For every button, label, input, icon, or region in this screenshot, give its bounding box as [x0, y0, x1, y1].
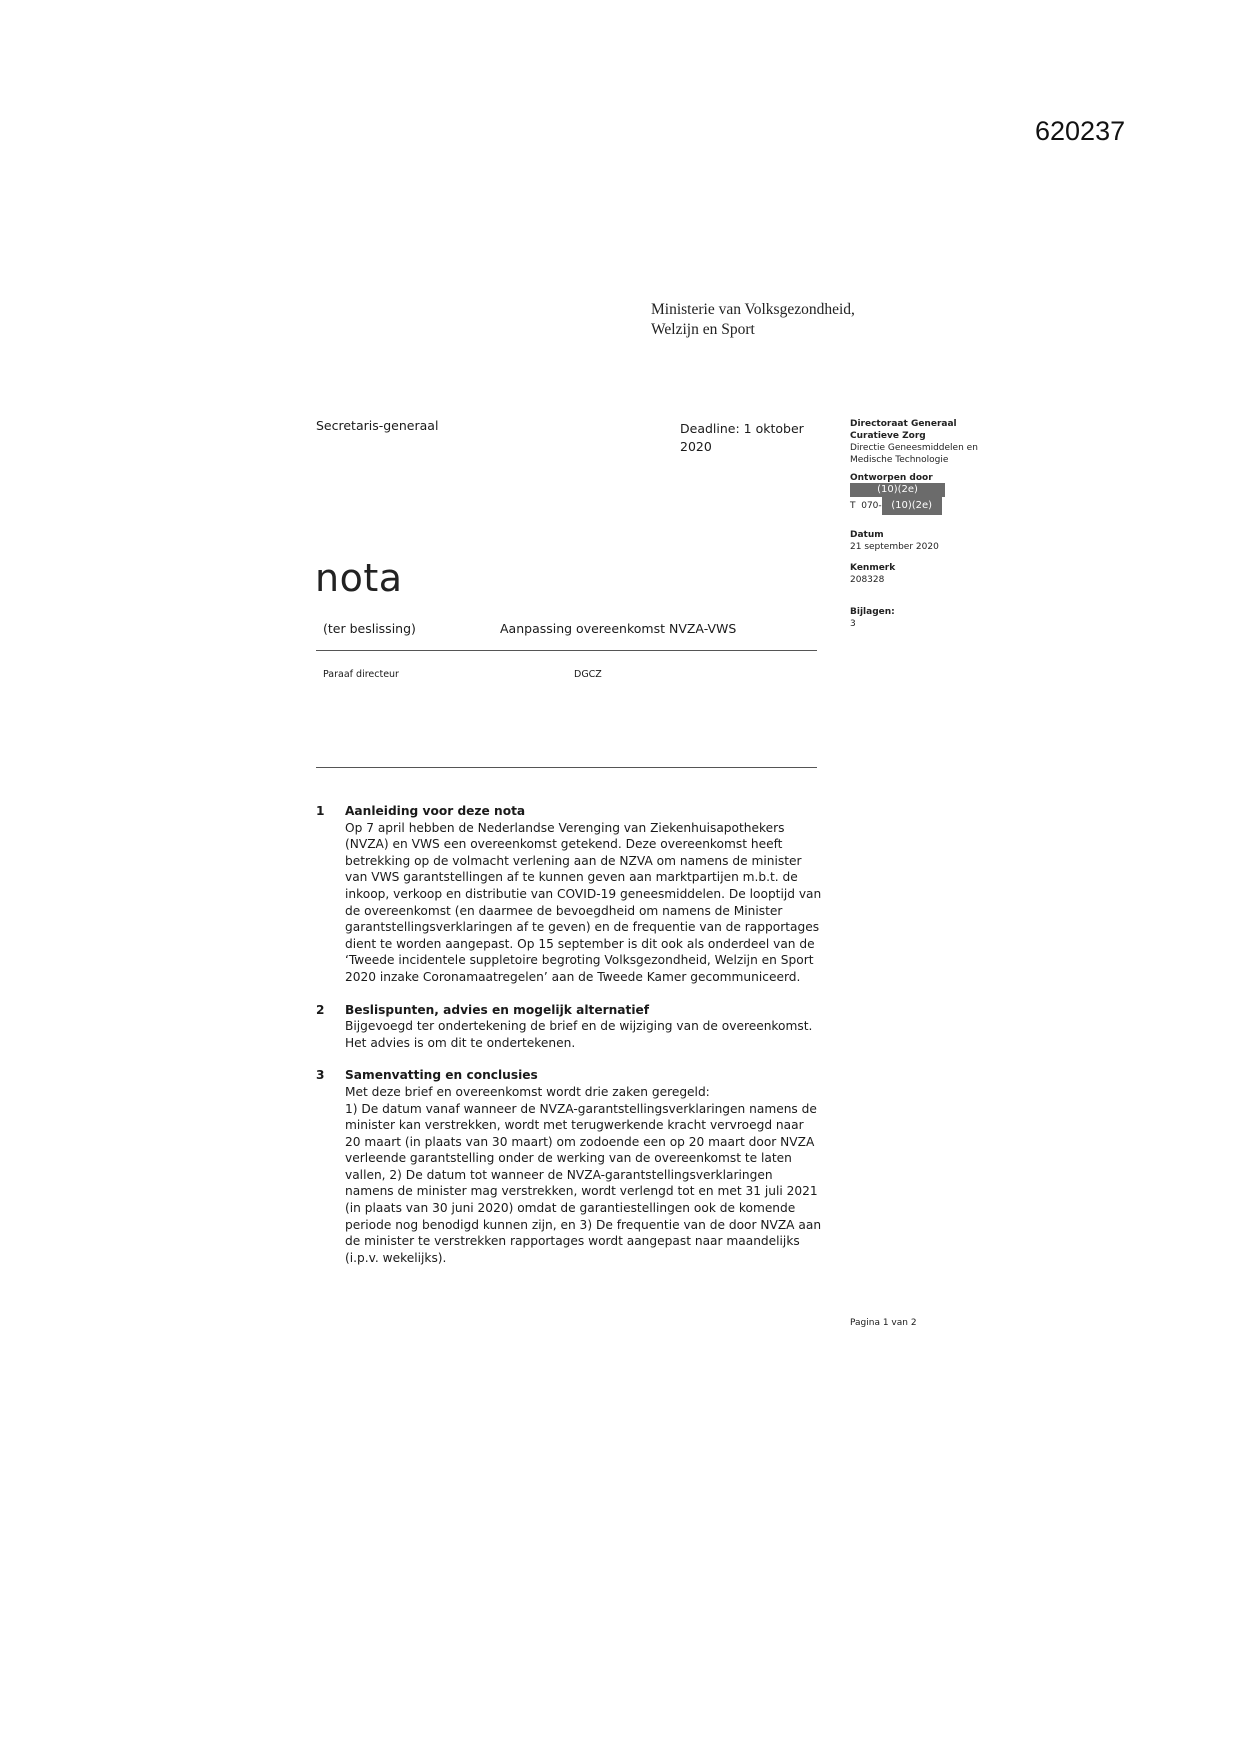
- attachments-label: Bijlagen:: [850, 607, 895, 617]
- section-text: Met deze brief en overeenkomst wordt drie zaken geregeld: 1) De datum vanaf wanneer de NVZA-garantstellingsverklaringen namens de minister kan verstrekken, wordt met terugwerkende kracht vervroegd naar 20 maart (in plaats van 30 maart) om zodoende een op 20 maart door NVZA verleende garantstelling onder de werking van de overeenkomst te laten vallen, 2) De datum tot wanneer de NVZA-garantstellingsverklaringen namens de minister mag verstrekken, wordt verlengd tot en met 31 juli 2021 (in plaats van 30 juni 2020) omdat de garantiestellingen ook de komende periode nog benodigd kunnen zijn, en 3) De frequentie van de door NVZA aan de minister te verstrekken rapportages wordt aangepast naar maandelijks (i.p.v. wekelijks).: [345, 1084, 822, 1265]
- ministry-line-1: Ministerie van Volksgezondheid,: [651, 301, 855, 318]
- directie-line-1: Directie Geneesmiddelen en: [850, 443, 978, 453]
- attachments-value: 3: [850, 619, 856, 629]
- section-title: Samenvatting en conclusies: [345, 1068, 538, 1083]
- section-1: [316, 803, 846, 986]
- section-number: 2: [316, 1002, 325, 1017]
- phone-prefix: T 070-: [850, 501, 882, 511]
- section-text: Bijgevoegd ter ondertekening de brief en de wijziging van de overeenkomst. Het advies is om dit te ondertekenen.: [345, 1019, 813, 1050]
- directie-line-2: Medische Technologie: [850, 455, 949, 465]
- section-2: [316, 1002, 846, 1052]
- pagination: Pagina 1 van 2: [850, 1318, 917, 1328]
- deadline: Deadline: 1 oktober 2020: [680, 421, 804, 454]
- phone-row: [850, 497, 1000, 515]
- section-title: Aanleiding voor deze nota: [345, 804, 526, 818]
- section-3: [316, 1067, 846, 1266]
- document-title: nota: [315, 556, 403, 600]
- ministry-line-2: Welzijn en Sport: [651, 321, 755, 338]
- paraaf-department: DGCZ: [574, 669, 602, 680]
- recipient: Secretaris-generaal: [316, 418, 439, 433]
- directorate: Directoraat Generaal: [850, 419, 957, 429]
- redaction-phone: (10)(2e): [882, 497, 942, 515]
- date-label: Datum: [850, 530, 884, 540]
- document-number: 620237: [1035, 116, 1126, 146]
- designed-by-label: Ontworpen door: [850, 473, 933, 483]
- paraaf-label: Paraaf directeur: [323, 669, 399, 680]
- directorate-name: Curatieve Zorg: [850, 431, 926, 441]
- date-value: 21 september 2020: [850, 542, 939, 552]
- sidebar-metadata: [850, 418, 1000, 630]
- section-title: Beslispunten, advies en mogelijk alternatief: [345, 1002, 650, 1017]
- sections: [316, 803, 846, 1282]
- section-number: 3: [316, 1068, 325, 1083]
- ministry-logo-text: [651, 300, 855, 340]
- divider-top: [316, 650, 817, 651]
- reference-label: Kenmerk: [850, 563, 896, 573]
- redaction-name: (10)(2e): [850, 483, 945, 497]
- divider-bottom: [316, 767, 817, 768]
- reference-value: 208328: [850, 575, 885, 585]
- section-text: Op 7 april hebben de Nederlandse Verenging van Ziekenhuisapothekers (NVZA) en VWS een overeenkomst getekend. Deze overeenkomst heeft betrekking op de volmacht verlening aan de NZVA om namens de minister van VWS garantstellingen af te kunnen geven aan marktpartijen m.b.t. de inkoop, verkoop en distributie van COVID-19 geneesmiddelen. De looptijd van de overeenkomst (en daarmee de bevoegdheid om namens de Minister garantstellingsverklaringen af te geven) en de frequentie van de rapportages dient te worden aangepast. Op 15 september is dit ook als onderdeel van de ‘Tweede incidentele suppletoire begroting Volksgezondheid, Welzijn en Sport 2020 inzake Coronamaatregelen’ aan de Tweede Kamer gecommuniceerd.: [345, 820, 822, 984]
- decision-type: (ter beslissing): [323, 621, 416, 636]
- section-number: 1: [316, 804, 325, 818]
- subject: Aanpassing overeenkomst NVZA-VWS: [500, 621, 737, 636]
